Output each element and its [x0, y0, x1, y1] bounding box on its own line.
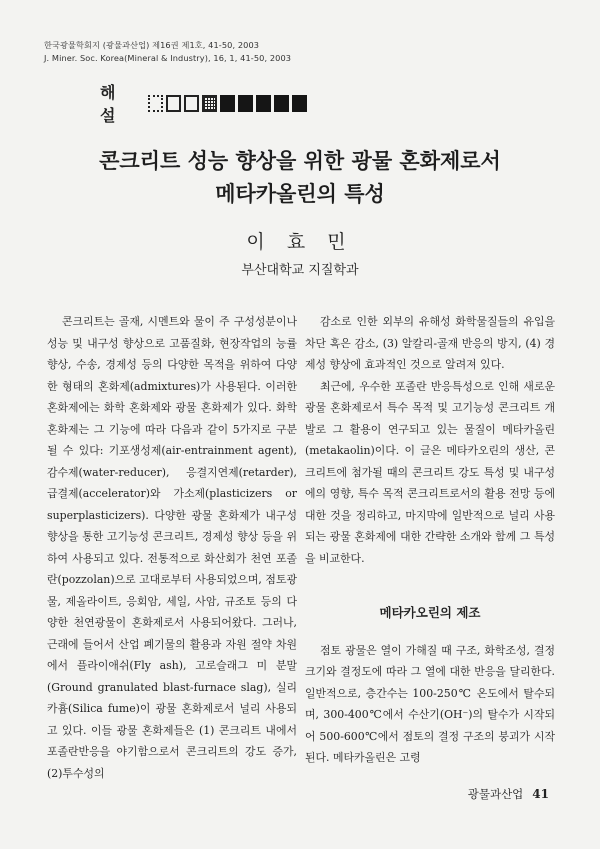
author-name: 이 효 민 [246, 231, 354, 253]
filled-square-icon [238, 95, 253, 112]
journal-citation-english: J. Miner. Soc. Korea(Mineral & Industry), 16, 1, 41-50, 2003 [44, 53, 292, 63]
filled-square-icon [220, 95, 235, 112]
title-line-1: 콘크리트 성능 향상을 위한 광물 혼화제로서 [99, 149, 501, 173]
body-paragraph: 점토 광물은 열이 가해질 때 구조, 화학조성, 결정크기와 결정도에 따라 그 열에 대한 반응을 달리한다. 일반적으로, 층간수는 100-250℃ 온도에서 탈수되며, 300-400℃에서 수산기(OH⁻)의 탈수가 시작되어 500-600℃에서 점토의 결정 구조의 붕괴가 시작된다. 메타카올린은 고령 [305, 643, 555, 764]
page-number: 41 [532, 787, 549, 801]
right-column [305, 311, 555, 769]
article-title [0, 145, 600, 211]
body-paragraph: 감소로 인한 외부의 유해성 화학물질들의 유입을 차단 혹은 감소, (3) 알칼리-골재 반응의 방지, (4) 경제성 향상에 효과적인 것으로 알려져 있다. [305, 315, 555, 371]
hatched-square-icon [202, 95, 217, 112]
section-heading: 메타카오린의 제조 [379, 605, 481, 620]
journal-citation [44, 39, 291, 65]
decorative-squares [148, 95, 307, 112]
outline-square-icon [184, 95, 199, 112]
section-label: 해 설 [100, 83, 124, 125]
dotted-square-icon [148, 95, 163, 112]
author-affiliation: 부산대학교 지질학과 [241, 263, 359, 278]
left-column [47, 311, 297, 784]
outline-square-icon [166, 95, 181, 112]
section-banner [100, 83, 307, 125]
filled-square-icon [274, 95, 289, 112]
page-footer [468, 786, 549, 802]
body-paragraph: 최근에, 우수한 포졸란 반응특성으로 인해 새로운 광물 혼화제로서 특수 목적 및 고기능성 콘크리트 개발로 그 활용이 연구되고 있는 물질이 메타카올린(metakaolin)이다. 이 글은 메타카오린의 생산, 콘크리트에 첨가될 때의 콘크리트 강도 특성 및 내구성에의 영향, 특수 목적 콘크리트로서의 활용 전망 등에 대한 것을 정리하고, 마지막에 일반적으로 널리 사용되는 광물 혼화제에 대한 간략한 소개와 함께 그 특성을 비교한다. [305, 379, 555, 565]
filled-square-icon [292, 95, 307, 112]
journal-citation-korean: 한국광물학회지 (광물과산업) 제16권 제1호, 41-50, 2003 [44, 40, 260, 50]
body-paragraph: 콘크리트는 골재, 시멘트와 물이 주 구성성분이나 성능 및 내구성 향상으로 고품질화, 현장작업의 능률 향상, 수송, 경제성 등의 다양한 목적을 위하여 다양한 형태의 혼화제(admixtures)가 사용된다. 이러한 혼화제에는 화학 혼화제와 광물 혼화제가 있다. 화학 혼화제는 그 기능에 따라 다음과 같이 5가지로 구분될 수 있다: 기포생성제(air-entrainment agent), 감수제(water-reducer), 응결지연제(retarder), 급결제(accelerator)와 가소제(plasticizers or superplasticizers). 다양한 광물 혼화제가 내구성 향상을 통한 고기능성 콘크리트, 경제성 향상 등을 위하여 사용되고 있다. 전통적으로 화산회가 천연 포졸란(pozzolan)으로 고대로부터 사용되었으며, 점토광물, 제올라이트, 응회암, 세일, 사암, 규조토 등의 다양한 천연광물이 혼화제로서 사용되어왔다. 그러나, 근래에 들어서 산업 폐기물의 활용과 자원 절약 차원에서 플라이애쉬(Fly ash), 고로슬래그 미 분말(Ground granulated blast-furnace slag), 실리카흄(Silica fume)이 광물 혼화제로서 널리 사용되고 있다. 이들 광물 혼화제들은 (1) 콘크리트 내에서 포졸란반응을 야기함으로서 콘크리트의 강도 증가, (2)투수성의 [47, 315, 297, 780]
title-line-2: 메타카올린의 특성 [215, 182, 385, 206]
footer-journal-name: 광물과산업 [467, 787, 524, 801]
filled-square-icon [256, 95, 271, 112]
